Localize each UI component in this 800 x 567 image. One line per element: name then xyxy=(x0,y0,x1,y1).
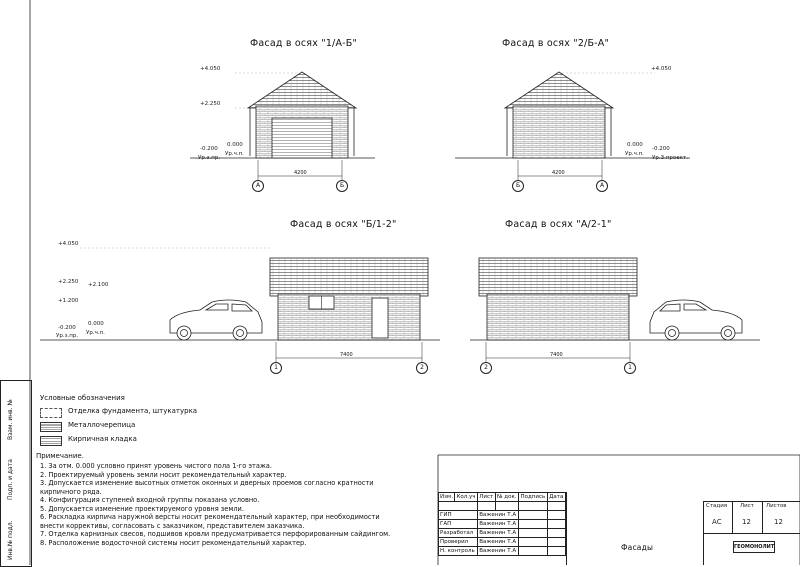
note-line: 4. Конфигурация ступеней входной группы показана условно. xyxy=(40,496,260,504)
facade-a-21 xyxy=(470,258,760,364)
legend-title: Условные обозначения xyxy=(40,394,125,402)
tb-name: Важенин Т.А xyxy=(478,511,519,520)
axis-marker: 2 xyxy=(480,362,492,374)
axis-marker: Б xyxy=(336,180,348,192)
level-mark: 0.000 xyxy=(88,321,104,327)
car-right xyxy=(650,300,742,340)
metal-tile-swatch xyxy=(40,422,62,432)
legend-item: Кирпичная кладка xyxy=(68,435,137,443)
side-stamp-label: Взам. инв. № xyxy=(7,399,14,440)
facade-1-ab xyxy=(190,72,375,182)
axis-marker: А xyxy=(596,180,608,192)
tb-header: Изм. xyxy=(439,493,455,502)
tb-role: Н. контроль xyxy=(439,547,478,556)
level-mark: +1.200 xyxy=(58,298,79,304)
tb-name: Важенин Т.А xyxy=(478,520,519,529)
stage-label: Стадия xyxy=(706,503,728,509)
level-mark: Ур.ч.п. xyxy=(86,330,105,336)
car-left xyxy=(170,300,262,340)
facade-title-3: Фасад в осях "Б/1-2" xyxy=(290,219,397,230)
note-line: 5. Допускается изменение проектируемого уровня земли. xyxy=(40,504,244,513)
tb-header: Дата xyxy=(548,493,566,502)
level-mark: -0.200 xyxy=(200,146,218,152)
note-line: 3. Допускается изменение высотных отметок оконных и дверных проемов согласно кратности xyxy=(40,479,374,487)
level-mark: +2.100 xyxy=(88,282,109,288)
sheet-title: Фасады xyxy=(621,543,654,552)
level-mark: +2.250 xyxy=(200,101,221,107)
level-mark: 0.000 xyxy=(627,142,643,148)
dimension: 7400 xyxy=(550,352,563,358)
level-mark: Ур.з.пр. xyxy=(56,333,79,339)
axis-marker: 2 xyxy=(416,362,428,374)
tb-role: ГАП xyxy=(439,520,478,529)
level-mark: +4.050 xyxy=(58,241,79,247)
tb-divider xyxy=(703,533,800,534)
dimension: 4200 xyxy=(294,170,307,176)
level-mark: +4.050 xyxy=(651,66,672,72)
tb-divider xyxy=(703,501,800,502)
tb-header: Подпись xyxy=(519,493,548,502)
tb-role: Разработал xyxy=(439,529,478,538)
tb-divider xyxy=(762,501,763,533)
axis-marker: 1 xyxy=(270,362,282,374)
axis-marker: А xyxy=(252,180,264,192)
tb-header: Кол.уч xyxy=(455,493,478,502)
brick-swatch xyxy=(40,436,62,446)
sheet-label: Лист xyxy=(740,503,754,509)
facade-2-ba xyxy=(455,72,690,182)
note-line: кирпичного ряда. xyxy=(40,487,102,496)
tb-name: Важенин Т.А xyxy=(478,538,519,547)
tb-header: № док. xyxy=(495,493,519,502)
axis-marker: Б xyxy=(512,180,524,192)
level-mark: Ур.ч.п. xyxy=(625,151,644,157)
level-mark: Ур.3.проект. xyxy=(652,155,688,161)
level-mark: +2.250 xyxy=(58,279,79,285)
sheet-value: 12 xyxy=(742,518,751,526)
notes-list xyxy=(40,462,390,547)
level-mark: Ур.з.пр. xyxy=(198,155,221,161)
company-logo: ГЕОМОНОЛИТ xyxy=(733,541,775,553)
dimension: 4200 xyxy=(552,170,565,176)
tb-divider xyxy=(732,501,733,533)
tb-name: Важенин Т.А xyxy=(478,529,519,538)
sheets-value: 12 xyxy=(774,518,783,526)
level-mark: -0.200 xyxy=(58,325,76,331)
note-line: 1. За отм. 0.000 условно принят уровень чистого пола 1-го этажа. xyxy=(40,462,272,470)
legend-item: Отделка фундамента, штукатурка xyxy=(68,407,198,415)
note-line: 6. Раскладка кирпича наружной версты носит рекомендательный характер, при необходимости xyxy=(40,513,380,521)
side-stamp xyxy=(0,380,32,567)
legend-item: Металлочерепица xyxy=(68,421,136,429)
notes-heading: Примечание. xyxy=(36,452,84,460)
note-line: 7. Отделка карнизных свесов, подшивов кровли предусматривается перфорированным сайдингом. xyxy=(40,530,391,538)
foundation-swatch xyxy=(40,408,62,418)
level-mark: Ур.ч.п. xyxy=(225,151,244,157)
stage-value: АС xyxy=(712,518,722,526)
note-line: внести коррективы, согласовать с заказчиком, представителем заказчика. xyxy=(40,521,305,530)
tb-header: Лист xyxy=(478,493,496,502)
sheets-label: Листов xyxy=(766,503,787,509)
side-stamp-label: Подп. и дата xyxy=(7,459,14,500)
facade-b-12 xyxy=(40,248,440,364)
note-line: 8. Расположение водосточной системы носит рекомендательный характер. xyxy=(40,538,307,547)
level-mark: -0.200 xyxy=(652,146,670,152)
level-mark: +4.050 xyxy=(200,66,221,72)
title-block-signatures xyxy=(438,492,566,556)
dimension: 7400 xyxy=(340,352,353,358)
title-block-main xyxy=(566,492,800,565)
tb-role: Проверил xyxy=(439,538,478,547)
level-mark: 0.000 xyxy=(227,142,243,148)
tb-name: Важенин Т.А xyxy=(478,547,519,556)
facade-title-1: Фасад в осях "1/А-Б" xyxy=(250,38,358,49)
tb-role: ГИП xyxy=(439,511,478,520)
axis-marker: 1 xyxy=(624,362,636,374)
note-line: 2. Проектируемый уровень земли носит рекомендательный характер. xyxy=(40,470,287,479)
facade-title-2: Фасад в осях "2/Б-А" xyxy=(502,38,610,49)
facade-title-4: Фасад в осях "А/2-1" xyxy=(505,219,612,230)
side-stamp-label: Инв.№ подл. xyxy=(7,520,14,560)
